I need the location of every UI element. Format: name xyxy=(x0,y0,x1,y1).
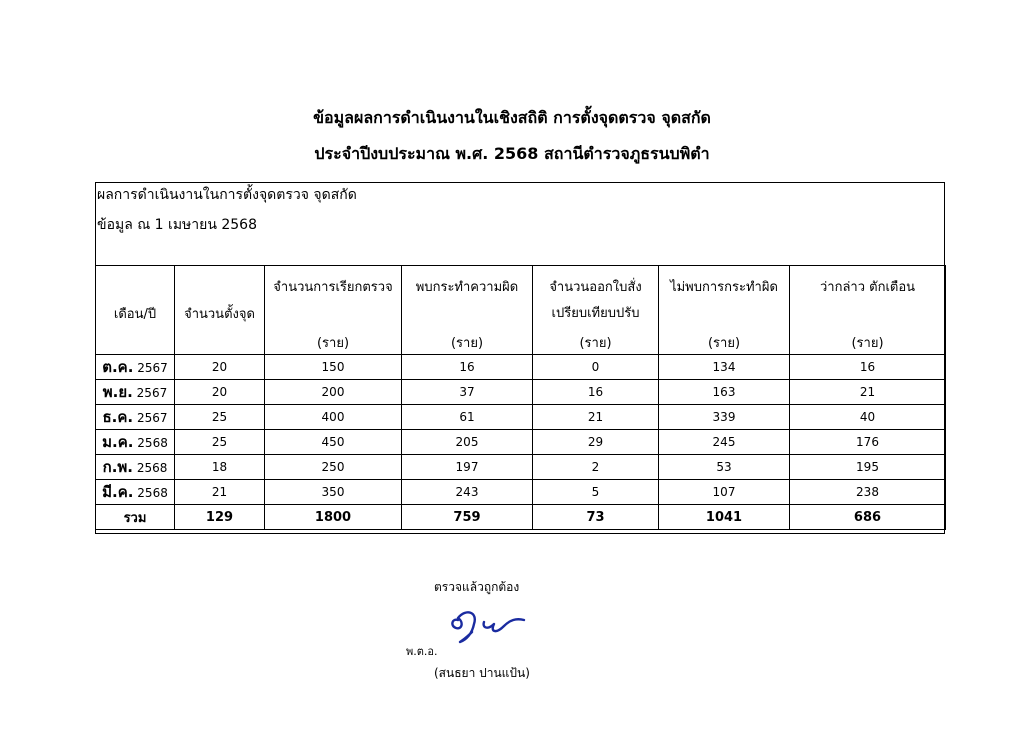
total-checkpoints: 129 xyxy=(175,505,265,530)
header-fines: จำนวนออกใบสั่ง เปรียบเทียบปรับ (ราย) xyxy=(533,266,659,355)
header-no-offense: ไม่พบการกระทำผิด (ราย) xyxy=(659,266,790,355)
offenses-cell: 243 xyxy=(402,480,533,505)
fines-cell: 16 xyxy=(533,380,659,405)
data-date: ข้อมูล ณ 1 เมษายน 2568 xyxy=(97,217,257,233)
no-offense-cell: 107 xyxy=(659,480,790,505)
inspections-cell: 200 xyxy=(265,380,402,405)
month-cell: ม.ค. 2568 xyxy=(96,430,175,455)
warnings-cell: 16 xyxy=(790,355,946,380)
fines-cell: 5 xyxy=(533,480,659,505)
fines-cell: 21 xyxy=(533,405,659,430)
table-row xyxy=(96,380,946,405)
no-offense-cell: 163 xyxy=(659,380,790,405)
inspections-cell: 350 xyxy=(265,480,402,505)
inspections-cell: 400 xyxy=(265,405,402,430)
offenses-cell: 205 xyxy=(402,430,533,455)
total-warnings: 686 xyxy=(790,505,946,530)
total-fines: 73 xyxy=(533,505,659,530)
checkpoints-cell: 20 xyxy=(175,355,265,380)
warnings-cell: 21 xyxy=(790,380,946,405)
month-cell: ต.ค. 2567 xyxy=(96,355,175,380)
checkpoints-cell: 21 xyxy=(175,480,265,505)
offenses-cell: 37 xyxy=(402,380,533,405)
header-warnings: ว่ากล่าว ตักเตือน (ราย) xyxy=(790,266,946,355)
no-offense-cell: 53 xyxy=(659,455,790,480)
total-label: รวม xyxy=(96,505,175,530)
month-cell: ก.พ. 2568 xyxy=(96,455,175,480)
handwritten-signature xyxy=(444,604,530,648)
table-row xyxy=(96,430,946,455)
checkpoints-cell: 25 xyxy=(175,430,265,455)
stats-table xyxy=(95,265,946,530)
total-inspections: 1800 xyxy=(265,505,402,530)
total-offenses: 759 xyxy=(402,505,533,530)
month-cell: มี.ค. 2568 xyxy=(96,480,175,505)
table-row xyxy=(96,455,946,480)
total-no-offense: 1041 xyxy=(659,505,790,530)
verification-note: ตรวจแล้วถูกต้อง xyxy=(434,580,520,594)
table-row xyxy=(96,355,946,380)
month-cell: ธ.ค. 2567 xyxy=(96,405,175,430)
inspections-cell: 150 xyxy=(265,355,402,380)
inspections-cell: 250 xyxy=(265,455,402,480)
header-offenses: พบกระทำความผิด (ราย) xyxy=(402,266,533,355)
signer-name: (สนธยา ปานแป้น) xyxy=(434,666,530,680)
page-title: ข้อมูลผลการดำเนินงานในเชิงสถิติ การตั้งจุดตรวจ จุดสกัด xyxy=(313,108,711,127)
offenses-cell: 16 xyxy=(402,355,533,380)
report-caption: ผลการดำเนินงานในการตั้งจุดตรวจ จุดสกัด xyxy=(97,187,357,203)
fines-cell: 0 xyxy=(533,355,659,380)
table-header-row xyxy=(96,266,946,355)
warnings-cell: 40 xyxy=(790,405,946,430)
checkpoints-cell: 18 xyxy=(175,455,265,480)
checkpoints-cell: 25 xyxy=(175,405,265,430)
warnings-cell: 176 xyxy=(790,430,946,455)
no-offense-cell: 339 xyxy=(659,405,790,430)
header-checkpoints: จำนวนตั้งจุด xyxy=(175,266,265,355)
signer-rank: พ.ต.อ. xyxy=(406,645,438,658)
warnings-cell: 238 xyxy=(790,480,946,505)
page-subtitle: ประจำปีงบประมาณ พ.ศ. 2568 สถานีตำรวจภูธรนบพิตำ xyxy=(314,144,710,163)
inspections-cell: 450 xyxy=(265,430,402,455)
total-row xyxy=(96,505,946,530)
no-offense-cell: 245 xyxy=(659,430,790,455)
table-row xyxy=(96,405,946,430)
table-row xyxy=(96,480,946,505)
header-month: เดือน/ปี xyxy=(96,266,175,355)
offenses-cell: 197 xyxy=(402,455,533,480)
offenses-cell: 61 xyxy=(402,405,533,430)
header-inspections: จำนวนการเรียกตรวจ (ราย) xyxy=(265,266,402,355)
month-cell: พ.ย. 2567 xyxy=(96,380,175,405)
no-offense-cell: 134 xyxy=(659,355,790,380)
checkpoints-cell: 20 xyxy=(175,380,265,405)
fines-cell: 29 xyxy=(533,430,659,455)
warnings-cell: 195 xyxy=(790,455,946,480)
fines-cell: 2 xyxy=(533,455,659,480)
